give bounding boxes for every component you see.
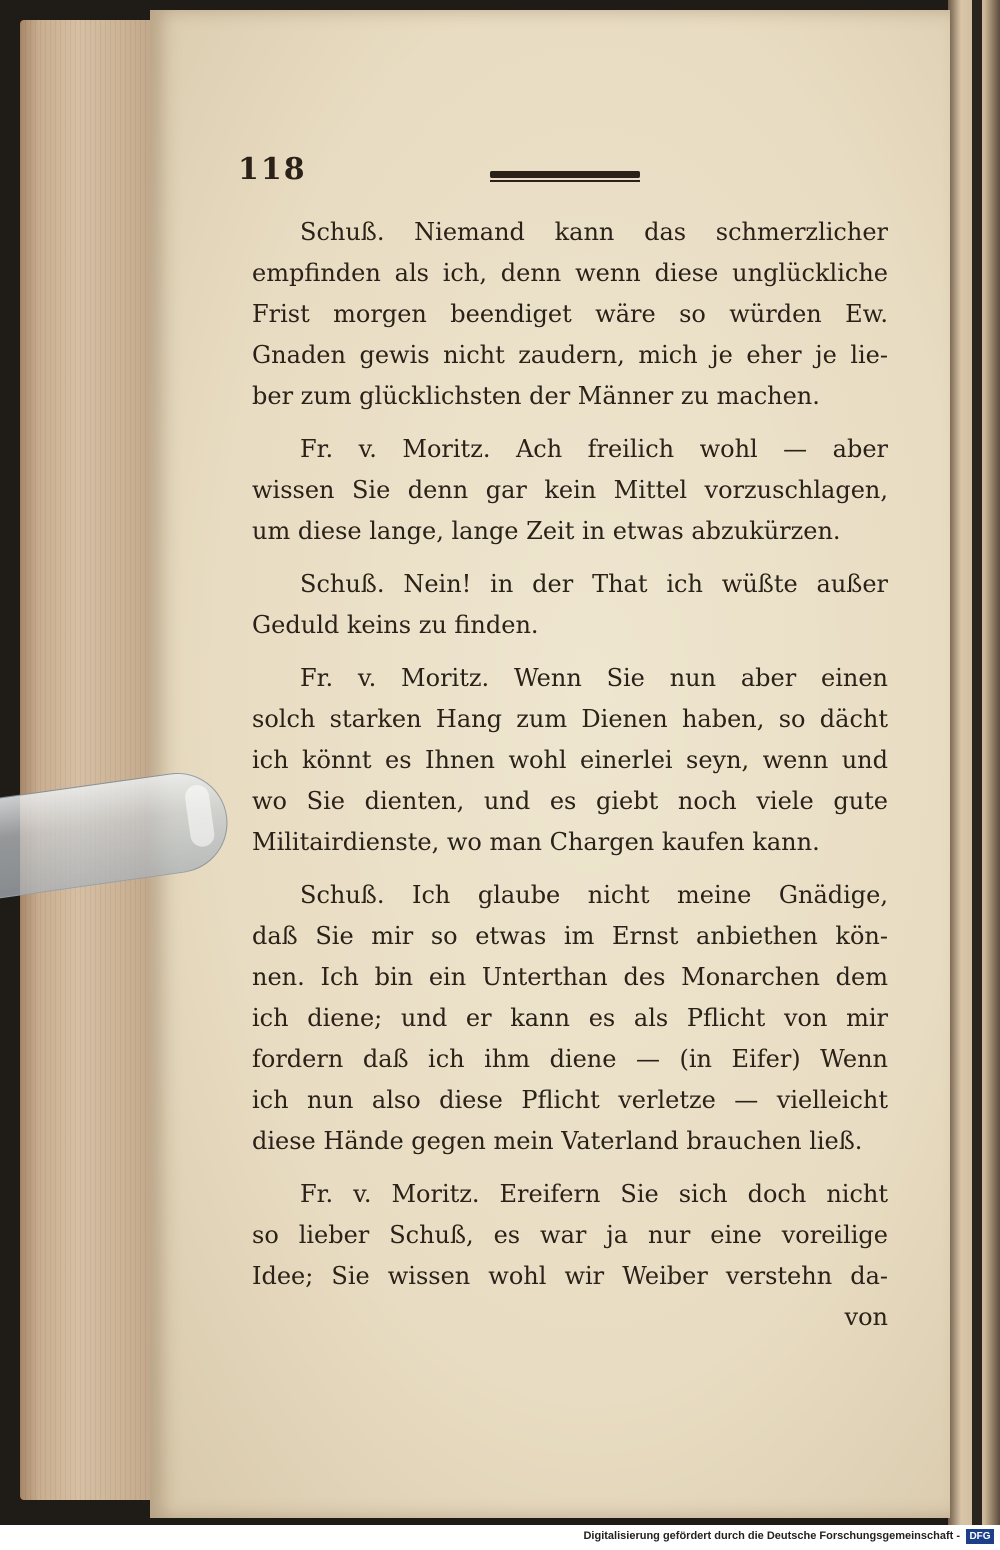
text-line: Fr. v. Moritz. Ereifern Sie sich doch nicht	[300, 1180, 888, 1208]
page-number: 118	[238, 152, 307, 187]
catchword: von	[844, 1303, 888, 1331]
text-line: Fr. v. Moritz. Ach freilich wohl — aber	[300, 435, 888, 463]
footer-bar	[0, 1525, 1000, 1550]
gutter	[972, 0, 982, 1525]
text-line: Fr. v. Moritz. Wenn Sie nun aber einen	[300, 664, 888, 692]
facing-page-edge	[948, 0, 1000, 1525]
header-rule	[490, 171, 640, 178]
paragraph-gap	[252, 552, 888, 564]
body-text	[252, 212, 888, 1338]
paragraph-gap	[252, 417, 888, 429]
text-line: Militairdienste, wo man Chargen kaufen kann.	[252, 828, 820, 856]
paragraph-gap	[252, 863, 888, 875]
text-line: nen. Ich bin ein Unterthan des Monarchen dem	[252, 963, 888, 991]
text-line: Idee; Sie wissen wohl wir Weiber verstehn da-	[252, 1262, 888, 1290]
text-line: wissen Sie denn gar kein Mittel vorzuschlagen,	[252, 476, 888, 504]
text-line: Frist morgen beendiget wäre so würden Ew.	[252, 300, 888, 328]
text-line: Schuß. Ich glaube nicht meine Gnädige,	[300, 881, 888, 909]
dfg-logo: DFG	[966, 1529, 994, 1544]
text-line: solch starken Hang zum Dienen haben, so dächt	[252, 705, 888, 733]
text-line: Schuß. Nein! in der That ich wüßte außer	[300, 570, 888, 598]
text-line: empfinden als ich, denn wenn diese unglückliche	[252, 259, 888, 287]
text-line: daß Sie mir so etwas im Ernst anbiethen kön-	[252, 922, 888, 950]
paragraph-gap	[252, 646, 888, 658]
text-line: wo Sie dienten, und es giebt noch viele gute	[252, 787, 888, 815]
text-line: Geduld keins zu finden.	[252, 611, 539, 639]
text-line: ich nun also diese Pflicht verletze — vielleicht	[252, 1086, 888, 1114]
text-line: fordern daß ich ihm diene — (in Eifer) Wenn	[252, 1045, 888, 1073]
text-line: ber zum glücklichsten der Männer zu machen.	[252, 382, 820, 410]
text-line: diese Hände gegen mein Vaterland brauchen ließ.	[252, 1127, 863, 1155]
text-line: Gnaden gewis nicht zaudern, mich je eher je lie-	[252, 341, 888, 369]
text-line: ich könnt es Ihnen wohl einerlei seyn, wenn und	[252, 746, 888, 774]
funding-credit: Digitalisierung gefördert durch die Deutsche Forschungsgemeinschaft -	[583, 1530, 960, 1542]
text-line: so lieber Schuß, es war ja nur eine voreilige	[252, 1221, 888, 1249]
text-line: um diese lange, lange Zeit in etwas abzukürzen.	[252, 517, 841, 545]
paragraph-gap	[252, 1162, 888, 1174]
text-line: ich diene; und er kann es als Pflicht von mir	[252, 1004, 888, 1032]
text-line: Schuß. Niemand kann das schmerzlicher	[300, 218, 888, 246]
